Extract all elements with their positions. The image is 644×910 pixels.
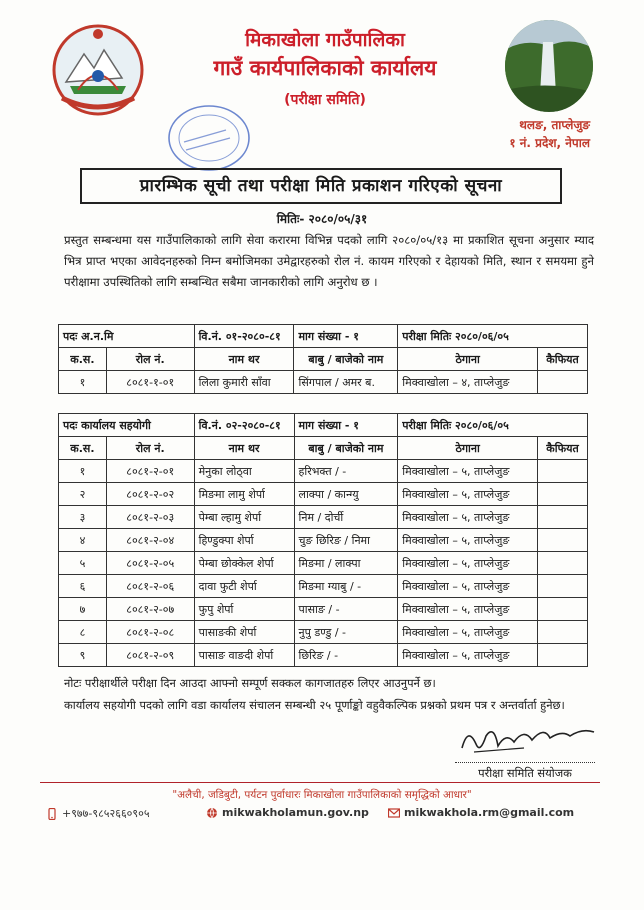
phone-icon: [46, 808, 58, 820]
note-documents: नोटः परीक्षार्थीले परीक्षा दिन आउदा आफ्नो सम्पूर्ण सक्कल कागजातहरु लिएर आउनुपर्ने छ।: [64, 676, 436, 690]
cell-roll: ८०८१-२-०५: [106, 552, 194, 575]
table-meta-row: [59, 414, 588, 437]
cell-address: मिक्वाखोला – ५, ताप्लेजुङ: [398, 575, 538, 598]
cell-sn: ८: [59, 621, 107, 644]
table-row: [59, 598, 588, 621]
cell-remarks: [538, 460, 588, 483]
cell-address: मिक्वाखोला – ५, ताप्लेजुङ: [398, 483, 538, 506]
cell-roll: ८०८१-२-०१: [106, 460, 194, 483]
cell-sn: ९: [59, 644, 107, 667]
cell-name: पासाङकी शेर्पा: [194, 621, 294, 644]
cell-roll: ८०८१-२-०८: [106, 621, 194, 644]
cell-remarks: [538, 644, 588, 667]
cell-name: मेनुका लोठ्वा: [194, 460, 294, 483]
cell-parent: नुपु डण्डु / -: [294, 621, 398, 644]
cell-sn: १: [59, 460, 107, 483]
table-row: [59, 371, 588, 394]
cell-roll: ८०८१-२-०४: [106, 529, 194, 552]
cell-sn: ५: [59, 552, 107, 575]
cell-parent: मिङमा / लाक्पा: [294, 552, 398, 575]
exam-date: परीक्षा मितिः २०८०/०६/०५: [398, 325, 588, 348]
cell-parent: छिरिङ / -: [294, 644, 398, 667]
cell-roll: ८०८१-२-०६: [106, 575, 194, 598]
location-line2: १ नं. प्रदेश, नेपाल: [509, 136, 590, 150]
cell-name: लिला कुमारी साँवा: [194, 371, 294, 394]
cell-name: पेम्बा छोक्केल शेर्पा: [194, 552, 294, 575]
footer-phone: [46, 806, 150, 821]
website-link[interactable]: mikwakholamun.gov.np: [222, 806, 369, 819]
signature-line: [455, 762, 595, 763]
signatory-title: परीक्षा समिति संयोजक: [478, 766, 572, 780]
cell-sn: १: [59, 371, 107, 394]
cell-parent: पासाङ / -: [294, 598, 398, 621]
col-remarks: कैफियत: [538, 348, 588, 371]
post-name: पदः अ.न.मि: [59, 325, 195, 348]
exam-date: परीक्षा मितिः २०८०/०६/०५: [398, 414, 588, 437]
mail-icon: [388, 807, 400, 819]
col-sn: क.स.: [59, 437, 107, 460]
cell-parent: निम / दोर्ची: [294, 506, 398, 529]
table-meta-row: [59, 325, 588, 348]
col-remarks: कैफियत: [538, 437, 588, 460]
table-header-row: [59, 437, 588, 460]
col-address: ठेगाना: [398, 437, 538, 460]
table-row: [59, 460, 588, 483]
cell-address: मिक्वाखोला – ४, ताप्लेजुङ: [398, 371, 538, 394]
cell-sn: ६: [59, 575, 107, 598]
cell-roll: ८०८१-२-०९: [106, 644, 194, 667]
col-name: नाम थर: [194, 348, 294, 371]
cell-name: दावा फुटी शेर्पा: [194, 575, 294, 598]
cell-address: मिक्वाखोला – ५, ताप्लेजुङ: [398, 621, 538, 644]
table-row: [59, 575, 588, 598]
cell-remarks: [538, 552, 588, 575]
cell-remarks: [538, 598, 588, 621]
cell-parent: लाक्पा / कान्ग्यु: [294, 483, 398, 506]
demand-count: माग संख्या - १: [294, 325, 398, 348]
location-line1: थलङ, ताप्लेजुङ: [519, 118, 590, 132]
cell-parent: हरिभक्त / -: [294, 460, 398, 483]
footer-divider: [40, 782, 600, 783]
cell-address: मिक्वाखोला – ५, ताप्लेजुङ: [398, 529, 538, 552]
exam-table-anm: [58, 324, 588, 394]
cell-name: मिङमा लामु शेर्पा: [194, 483, 294, 506]
municipality-name: मिकाखोला गाउँपालिका: [245, 29, 405, 51]
cell-address: मिक्वाखोला – ५, ताप्लेजुङ: [398, 598, 538, 621]
post-name: पदः कार्यालय सहयोगी: [59, 414, 195, 437]
table-row: [59, 506, 588, 529]
cell-sn: ३: [59, 506, 107, 529]
cell-remarks: [538, 621, 588, 644]
cell-sn: २: [59, 483, 107, 506]
cell-roll: ८०८१-१-०१: [106, 371, 194, 394]
cell-address: मिक्वाखोला – ५, ताप्लेजुङ: [398, 644, 538, 667]
table-row: [59, 644, 588, 667]
cell-address: मिक्वाखोला – ५, ताप्लेजुङ: [398, 506, 538, 529]
notice-date: मितिः- २०८०/०५/३१: [276, 212, 368, 226]
note-exam-format: कार्यालय सहयोगी पदको लागि वडा कार्यालय संचालन सम्बन्धी २५ पूर्णाङ्को वहुवैकल्पिक प्रश्नको प्रथम पत्र र अन्तर्वार्ता हुनेछ।: [64, 698, 565, 712]
col-parent: बाबु / बाजेको नाम: [294, 437, 398, 460]
col-sn: क.स.: [59, 348, 107, 371]
col-address: ठेगाना: [398, 348, 538, 371]
adv-number: वि.नं. ०१-२०८०-८१: [194, 325, 294, 348]
notice-body: प्रस्तुत सम्बन्धमा यस गाउँपालिकाको लागि सेवा करारमा विभिन्न पदको लागि २०८०/०५/१३ मा प्रकाशित सूचना अनुसार म्याद भित्र प्राप्त भएका आवेदनहरुको निम्न बमोजिमका उमेद्वारहरुको रोल नं. कायम गरिएको र देहायको मिति, स्थान र समयमा हुने परीक्षामा उपस्थितिको लागि सम्बन्धित सबैमा जानकारीको लागि अनुरोध छ ।: [64, 233, 594, 289]
footer-slogan: "अलैची, जडिबुटी, पर्यटन पुर्वाधारः मिकाखोला गाउँपालिकाको समृद्धिको आधार": [172, 789, 472, 801]
office-name: गाउँ कार्यपालिकाको कार्यालय: [213, 56, 437, 80]
table-row: [59, 621, 588, 644]
waterfall-photo: [505, 20, 593, 112]
email-link[interactable]: mikwakhola.rm@gmail.com: [404, 806, 575, 819]
notice-title: प्रारम्भिक सूची तथा परीक्षा मिति प्रकाशन गरिएको सूचना: [80, 168, 562, 204]
exam-table-office-helper: [58, 413, 588, 667]
cell-sn: ७: [59, 598, 107, 621]
col-roll: रोल नं.: [106, 437, 194, 460]
cell-remarks: [538, 483, 588, 506]
cell-roll: ८०८१-२-०७: [106, 598, 194, 621]
cell-parent: मिङमा ग्याबु / -: [294, 575, 398, 598]
cell-remarks: [538, 506, 588, 529]
cell-remarks: [538, 529, 588, 552]
cell-name: पेम्बा ल्हामु शेर्पा: [194, 506, 294, 529]
cell-name: हिण्डुक्पा शेर्पा: [194, 529, 294, 552]
table-row: [59, 552, 588, 575]
phone-number: +९७७-९८५२६६०९०५: [62, 807, 150, 820]
table-row: [59, 483, 588, 506]
cell-roll: ८०८१-२-०३: [106, 506, 194, 529]
cell-name: फुपु शेर्पा: [194, 598, 294, 621]
cell-roll: ८०८१-२-०२: [106, 483, 194, 506]
col-parent: बाबु / बाजेको नाम: [294, 348, 398, 371]
footer-email[interactable]: [388, 806, 574, 819]
adv-number: वि.नं. ०२-२०८०-८१: [194, 414, 294, 437]
col-name: नाम थर: [194, 437, 294, 460]
cell-address: मिक्वाखोला – ५, ताप्लेजुङ: [398, 552, 538, 575]
cell-address: मिक्वाखोला – ५, ताप्लेजुङ: [398, 460, 538, 483]
cell-parent: सिंगपाल / अमर ब.: [294, 371, 398, 394]
globe-icon: [206, 807, 218, 819]
cell-sn: ४: [59, 529, 107, 552]
footer-website[interactable]: [206, 806, 369, 819]
nepal-emblem-icon: [48, 20, 148, 120]
cell-remarks: [538, 575, 588, 598]
signature-icon: [454, 718, 604, 760]
table-row: [59, 529, 588, 552]
col-roll: रोल नं.: [106, 348, 194, 371]
table-header-row: [59, 348, 588, 371]
cell-parent: चुङ छिरिङ / निमा: [294, 529, 398, 552]
committee-name: (परीक्षा समिति): [284, 92, 366, 108]
cell-name: पासाङ वाङदी शेर्पा: [194, 644, 294, 667]
office-stamp-icon: [166, 102, 252, 174]
demand-count: माग संख्या - १: [294, 414, 398, 437]
cell-remarks: [538, 371, 588, 394]
